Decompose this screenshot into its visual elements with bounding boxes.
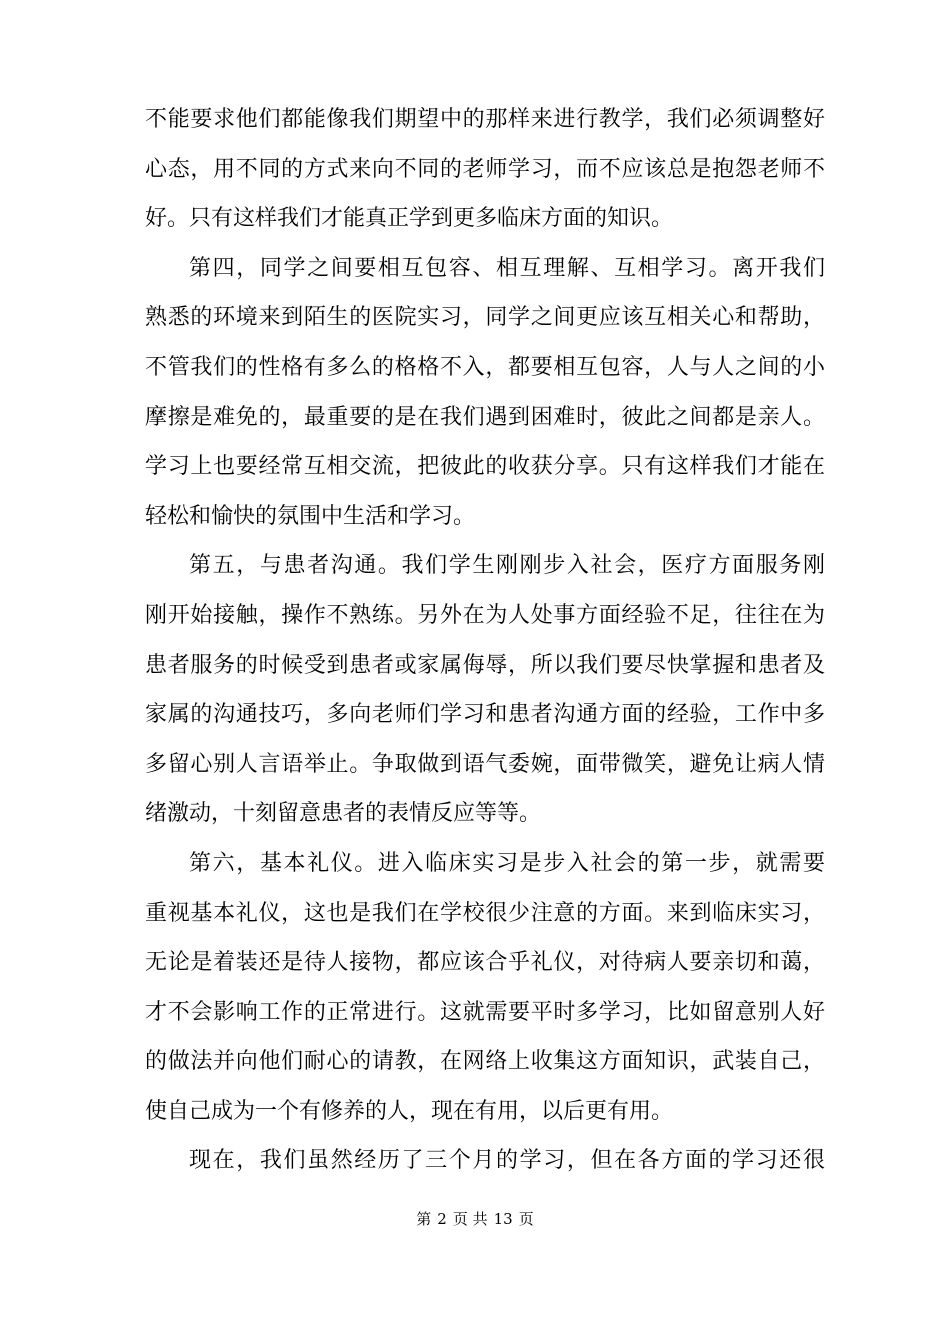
paragraph-first-line: 第四，同学之间要相互包容、相互理解、互相学习。离开我们 [189,255,825,281]
text-line: 才不会影响工作的正常进行。这就需要平时多学习，比如留意别人好 [145,999,825,1025]
text-line: 多留心别人言语举止。争取做到语气委婉，面带微笑，避免让病人情 [145,751,825,777]
paragraph-first-line: 第五，与患者沟通。我们学生刚刚步入社会，医疗方面服务刚 [189,553,825,579]
document-body [145,95,825,1186]
text-line: 重视基本礼仪，这也是我们在学校很少注意的方面。来到临床实习， [145,900,825,926]
text-line: 无论是着装还是待人接物，都应该合乎礼仪，对待病人要亲切和蔼， [145,950,825,976]
text-line: 摩擦是难免的，最重要的是在我们遇到困难时，彼此之间都是亲人。 [145,404,825,430]
current-page-number: 2 [437,1210,447,1228]
footer-prefix: 第 [416,1210,432,1228]
text-line: 绪激动，十刻留意患者的表情反应等等。 [145,801,542,827]
text-line: 熟悉的环境来到陌生的医院实习，同学之间更应该互相关心和帮助， [145,305,825,331]
text-line: 刚开始接触，操作不熟练。另外在为人处事方面经验不足，往往在为 [145,602,825,628]
paragraph-first-line: 第六，基本礼仪。进入临床实习是步入社会的第一步，就需要 [189,850,825,876]
text-line: 心态，用不同的方式来向不同的老师学习，而不应该总是抱怨老师不 [145,156,825,182]
total-page-count: 13 [493,1210,513,1228]
text-line: 好。只有这样我们才能真正学到更多临床方面的知识。 [145,206,674,232]
text-line: 轻松和愉快的氛围中生活和学习。 [145,503,476,529]
text-line: 使自己成为一个有修养的人，现在有用，以后更有用。 [145,1098,674,1124]
text-line: 学习上也要经常互相交流，把彼此的收获分享。只有这样我们才能在 [145,454,825,480]
paragraph-first-line: 现在，我们虽然经历了三个月的学习，但在各方面的学习还很 [189,1148,825,1174]
text-line: 的做法并向他们耐心的请教，在网络上收集这方面知识，武装自己， [145,1049,825,1075]
text-line: 不能要求他们都能像我们期望中的那样来进行教学，我们必须调整好 [145,107,825,132]
text-line: 家属的沟通技巧，多向老师们学习和患者沟通方面的经验，工作中多 [145,702,825,728]
text-line: 患者服务的时候受到患者或家属侮辱，所以我们要尽快掌握和患者及 [145,652,825,678]
footer-suffix: 页 [518,1210,534,1228]
text-line: 不管我们的性格有多么的格格不入，都要相互包容，人与人之间的小 [145,354,825,380]
footer-middle: 页 共 [452,1210,488,1228]
page-footer [0,1208,950,1229]
